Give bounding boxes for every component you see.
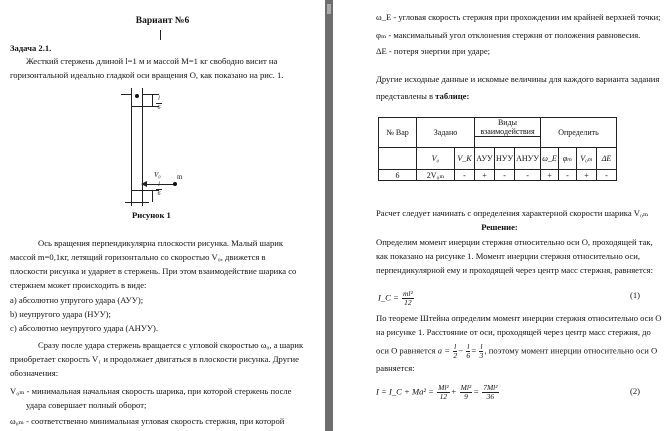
- para3-line2: приобретает скорость V₁ и продолжает двигаться в плоскости рисунка. Другие: [10, 354, 299, 364]
- ball-label: m: [177, 173, 183, 181]
- sub-v0: V₀: [417, 148, 455, 170]
- sol-line3: перпендикулярной ему и проходящей через центр масс стержня, равняется:: [376, 265, 653, 275]
- para2-line3: плоскости рисунка и ударяет в стержень. При этом взаимодействие шарика со: [10, 266, 297, 276]
- option-c: с) абсолютно неупругого удара (АНУУ).: [10, 323, 158, 333]
- variant-table: [378, 117, 617, 181]
- def-de: ΔE - потеря энергии при ударе;: [376, 46, 491, 56]
- page-divider: [325, 0, 333, 431]
- sub-anuu: АНУУ: [515, 148, 541, 170]
- variant-title: Вариант №6: [135, 16, 190, 26]
- sol-line2: как показано на рисунке 1. Момент инерции стержня относительно оси,: [376, 251, 641, 261]
- text-cursor: [160, 30, 161, 40]
- th-find: Определить: [541, 118, 617, 148]
- table-row: 6 2V₀ₘ - + - - + - + -: [379, 170, 617, 181]
- equation-2: I = I_C + Ma² = $\frac{\text{Ml²}}{12}$ + $\frac{\text{Ml²}}{9}$ = $\frac{\text{7Ml²}}{36}$: [376, 383, 498, 401]
- def-w0m: ω₀ₘ - соответственно минимальная угловая скорость стержня, при которой: [10, 416, 285, 426]
- sub-v0m: V₀ₘ: [577, 148, 597, 170]
- para3-line1: Сразу после удара стержень вращается с угловой скоростью ω₀, а шарик: [38, 340, 304, 350]
- equation-2-number: (2): [630, 386, 641, 396]
- th-given: Задано: [417, 118, 475, 148]
- sub-we: ω_E: [541, 148, 559, 170]
- sol2-line2: на рисунке 1. Расстояние от оси, проходящей через центр масс стержня, до: [376, 327, 651, 337]
- def-we: ω_E - угловая скорость стержня при прохождении им крайней верхней точки;: [376, 12, 661, 22]
- th-types: Виды взаимодействия: [475, 118, 541, 137]
- para1-line1: Жесткий стержень длиной l=1 м и массой M=1 кг свободно висит на: [26, 56, 278, 66]
- sol2-line1: По теореме Штейна определим момент инерции стержня относительно оси O: [376, 313, 662, 323]
- sub-vk: V_K: [455, 148, 475, 170]
- intro-line1: Другие исходные данные и искомые величины для каждого варианта задания: [376, 74, 660, 84]
- sol-line1: Определим момент инерции стержня относительно оси O, проходящей так,: [376, 237, 653, 247]
- equation-1-number: (1): [630, 290, 641, 300]
- sol2-line3: оси O равняется a = $\frac{l}{2}$ − $\frac{l}{6}$ = $\frac{l}{3}$ , поэтому момент инерции относительно оси O: [376, 342, 658, 360]
- intro-line2: представлены в таблице:: [376, 91, 470, 101]
- solution-heading: Решение:: [481, 222, 518, 232]
- th-variant: № Вар: [379, 118, 417, 148]
- para2-line4: стержнем может происходить в виде:: [10, 280, 147, 290]
- def-v0m-cont: удара совершает полный оборот;: [26, 400, 147, 410]
- task-heading: Задача 2.1.: [10, 43, 52, 53]
- para1-line2: горизонтальной идеально гладкой оси вращения O, как показано на рис. 1.: [10, 70, 284, 80]
- figure-caption: Рисунок 1: [132, 210, 171, 220]
- def-v0m: V₀ₘ - минимальная начальная скорость шарика, при которой стержень после: [10, 386, 292, 396]
- start-text: Расчет следует начинать с определения характерной скорости шарика V₀ₘ: [376, 208, 649, 218]
- para3-line3: обозначения:: [10, 368, 59, 378]
- option-b: b) неупругого удара (НУУ);: [10, 309, 111, 319]
- sub-phim: φₘ: [559, 148, 577, 170]
- sub-de: ΔE: [597, 148, 617, 170]
- sol2-line4: равняется:: [376, 363, 415, 373]
- sub-auu: АУУ: [475, 148, 495, 170]
- equation-1: I_C = $\frac{\text{ml²}}{12}$: [378, 289, 413, 307]
- document-page-left: Вариант №6 Задача 2.1. Жесткий стержень длиной l=1 м и массой M=1 кг свободно висит на горизонтальной идеально гладкой оси вращения O, как показано на рис. 1. l 6 l 6 V₀ m Рисунок 1 Ось вращения перпендикулярна плоскости рисунка. Малый шарик массой m=0,1кг, летящий горизонтально со скоростью V₀, движется в плоскости рисунка и ударяет в стержень. При этом взаимодействие шарика со стержнем может происходить в виде: а) абсолютно упругого удара (АУУ); b) неупругого удара (НУУ); с) абсолютно неупругого удара (АНУУ). Сразу после удара стержень вращается с угловой скоростью ω₀, а шарик приобретает скорость V₁ и продолжает двигаться в плоскости рисунка. Другие обозначения: V₀ₘ - минимальная начальная скорость шарика, при которой стержень после удара совершает полный оборот; ω₀ₘ - соответственно минимальная угловая скорость стержня, при которой: [0, 0, 325, 431]
- sub-nuu: НУУ: [495, 148, 515, 170]
- velocity-label: V₀: [154, 171, 161, 179]
- para2-line1: Ось вращения перпендикулярна плоскости рисунка. Малый шарик: [38, 238, 284, 248]
- para2-line2: массой m=0,1кг, летящий горизонтально со скоростью V₀, движется в: [10, 252, 266, 262]
- option-a: а) абсолютно упругого удара (АУУ);: [10, 295, 144, 305]
- def-phim: φₘ - максимальный угол отклонения стержня от положения равновесия.: [376, 30, 641, 40]
